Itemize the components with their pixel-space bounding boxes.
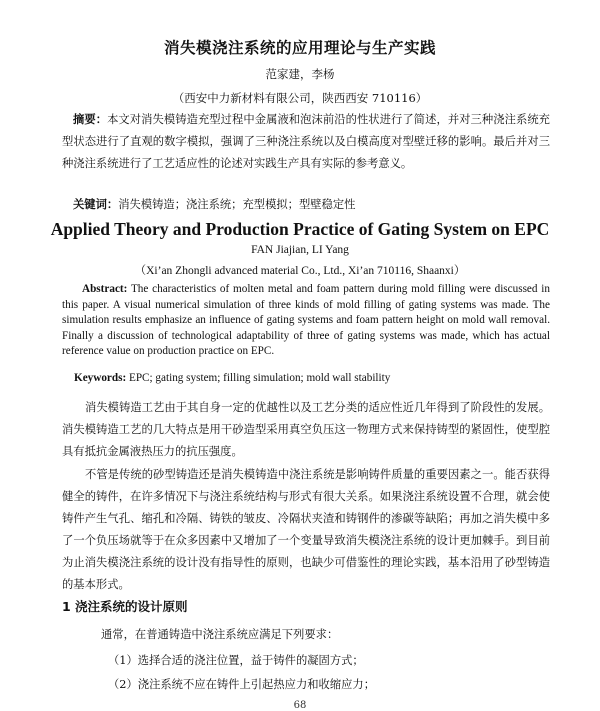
english-affiliation: （Xi’an Zhongli advanced material Co., Ltd., Xi’an 710116, Shaanxi） [134, 265, 466, 277]
body-paragraph-2: 不管是传统的砂型铸造还是消失模铸造中浇注系统是影响铸件质量的重要因素之一。能否获得健全的铸件，在许多情况下与浇注系统结构与形式有很大关系。如果浇注系统设置不合理，就会使铸件产生气孔、缩孔和冷隔、铸铁的皱皮、冷隔状夹渣和铸钢件的渗碳等缺陷；再加之消失模中多了一个负压场就等于在众多因素中又增加了一个变量导致消失模浇注系统的设计更加棘手。到目前为止消失模浇注系统的设计没有指导性的原则，也缺少可借鉴性的理论实践，基本沿用了砂型铸造的基本形式。 [62, 468, 550, 591]
chinese-title: 消失模浇注系统的应用理论与生产实践 [163, 38, 436, 57]
chinese-abstract [62, 108, 550, 175]
chinese-keywords-label: 关键词： [73, 197, 119, 211]
chinese-affiliation: （西安中力新材料有限公司，陕西西安 710116） [172, 91, 428, 105]
english-abstract [62, 282, 550, 360]
english-title: Applied Theory and Production Practice of Gating System on EPC [50, 219, 550, 239]
list-item: （2）浇注系统不应在铸件上引起热应力和收缩应力； [108, 678, 376, 691]
chinese-abstract-label: 摘要： [73, 112, 108, 126]
english-keywords [74, 372, 554, 384]
section-heading: 1 浇注系统的设计原则 [62, 599, 188, 614]
chinese-keywords [73, 193, 553, 216]
section-intro: 通常，在普通铸造中浇注系统应满足下列要求： [101, 628, 339, 641]
body-paragraph-1: 消失模铸造工艺由于其自身一定的优越性以及工艺分类的适应性近几年得到了阶段性的发展。消失模铸造工艺的几大特点是用干砂造型采用真空负压这一物理方式来保持铸型的紧固性，使型腔具有抵抗金属液热压力的抗压强度。 [62, 401, 550, 458]
english-abstract-label: Abstract: [82, 283, 128, 295]
english-keywords-text: EPC; gating system; filling simulation; mold wall stability [129, 372, 391, 384]
list-item: （1）选择合适的浇注位置，益于铸件的凝固方式； [108, 654, 364, 667]
chinese-keywords-text: 消失模铸造；浇注系统；充型模拟；型壁稳定性 [118, 198, 356, 211]
chinese-authors: 范家建，李杨 [265, 67, 335, 81]
english-keywords-label: Keywords: [74, 372, 127, 384]
chinese-abstract-text: 本文对消失模铸造充型过程中金属液和泡沫前沿的性状进行了简述，并对三种浇注系统充型状态进行了直观的数字模拟，强调了三种浇注系统以及白模高度对型壁迁移的影响。最后并对三种浇注系统进行了工艺适应性的论述对实践生产具有实际的参考意义。 [62, 113, 550, 170]
page-number: 68 [293, 700, 307, 711]
english-authors: FAN Jiajian, LI Yang [251, 244, 349, 256]
english-abstract-text: The characteristics of molten metal and foam pattern during mold filling were discussed in this paper. A visual numerical simulation of three kinds of mold filling of gating systems was made. The simulation results emphasize an influence of gating systems and foam pattern height on mold wall removal. Finally a discussion of technological adaptability of three of gating systems was made, which has actual reference value on production practice on EPC. [62, 283, 550, 357]
